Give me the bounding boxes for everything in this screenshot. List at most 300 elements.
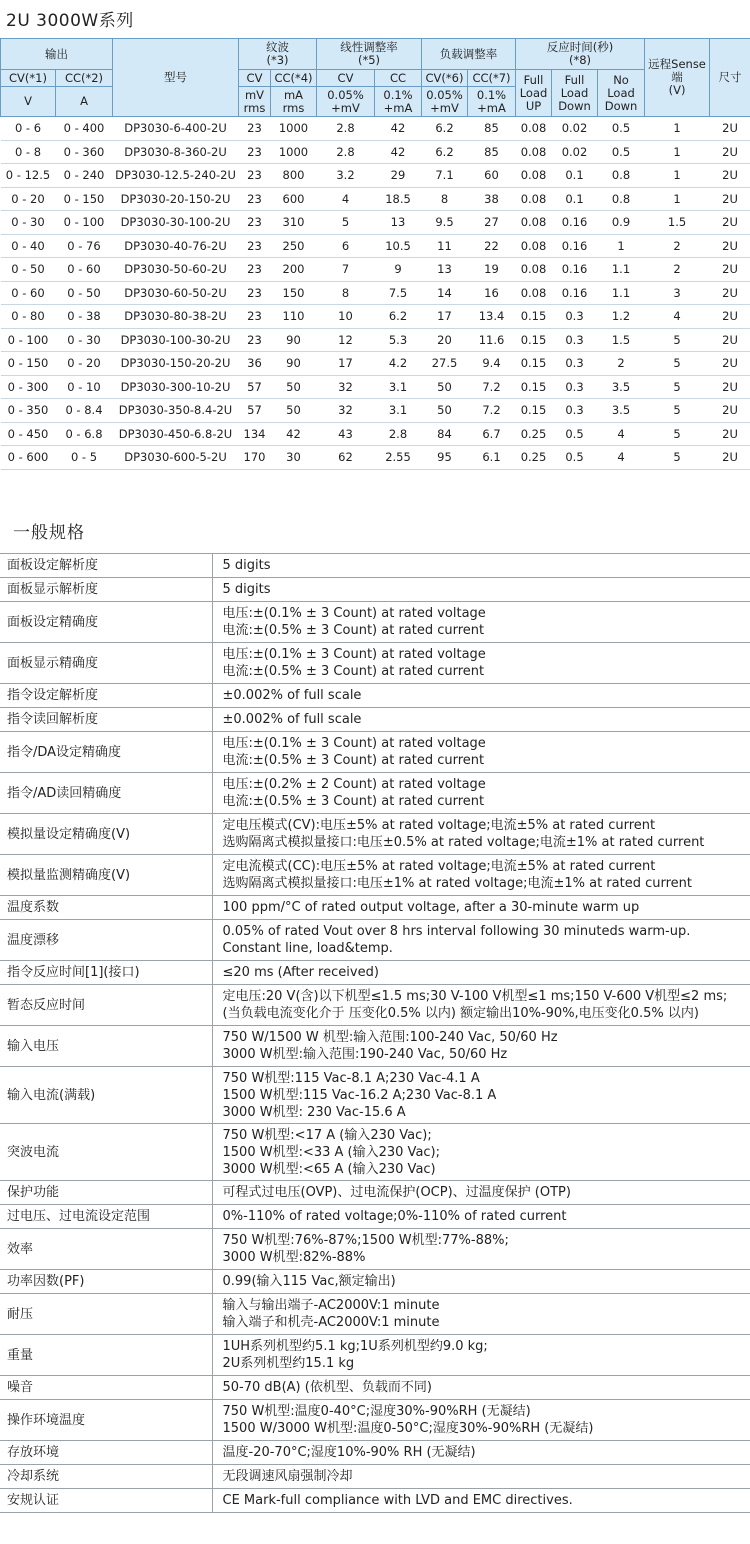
spec-value: 定电压:20 V(含)以下机型≤1.5 ms;30 V-100 V机型≤1 ms;150 V-600 V机型≤2 ms; (当负载电流变化介于 压变化0.5% 以内) 额定输出10%-90%,电压变化0.5% 以内) [212, 985, 750, 1026]
cell-full-load-up: 0.08 [516, 187, 552, 211]
header-line-cc: CC [375, 70, 422, 87]
cell-ripple-cc: 310 [271, 211, 317, 235]
cell-full-load-down: 0.3 [552, 352, 598, 376]
spec-key: 冷却系统 [0, 1465, 212, 1489]
cell-load-cv: 14 [422, 281, 468, 305]
cell-full-load-down: 0.16 [552, 234, 598, 258]
cell-cc-range: 0 - 60 [56, 258, 113, 282]
cell-load-cv: 50 [422, 375, 468, 399]
cell-no-load-down: 0.8 [598, 187, 645, 211]
cell-full-load-up: 0.15 [516, 399, 552, 423]
cell-full-load-down: 0.3 [552, 328, 598, 352]
header-load-regulation: 负载调整率 [422, 39, 516, 70]
cell-load-cc: 38 [468, 187, 516, 211]
cell-model: DP3030-150-20-2U [113, 352, 239, 376]
cell-model: DP3030-50-60-2U [113, 258, 239, 282]
header-model: 型号 [113, 39, 239, 117]
cell-load-cv: 8 [422, 187, 468, 211]
cell-cc-range: 0 - 20 [56, 352, 113, 376]
spec-value: 电压:±(0.1% ± 3 Count) at rated voltage 电流:±(0.5% ± 3 Count) at rated current [212, 732, 750, 773]
spec-table-body [0, 554, 750, 1513]
cell-ripple-cc: 90 [271, 328, 317, 352]
cell-full-load-up: 0.08 [516, 140, 552, 164]
cell-full-load-down: 0.1 [552, 164, 598, 188]
spec-key: 安规认证 [0, 1489, 212, 1513]
spec-row [0, 1489, 750, 1513]
spec-key: 面板显示精确度 [0, 643, 212, 684]
cell-size: 2U [710, 187, 750, 211]
spec-value: 输入与输出端子-AC2000V:1 minute 输入端子和机壳-AC2000V:1 minute [212, 1294, 750, 1335]
cell-cc-range: 0 - 100 [56, 211, 113, 235]
cell-no-load-down: 1.2 [598, 305, 645, 329]
spec-row [0, 1026, 750, 1067]
cell-ripple-cv: 23 [239, 187, 271, 211]
cell-cv-range: 0 - 150 [1, 352, 56, 376]
spec-row [0, 602, 750, 643]
cell-cv-range: 0 - 20 [1, 187, 56, 211]
cell-full-load-down: 0.5 [552, 422, 598, 446]
cell-no-load-down: 0.8 [598, 164, 645, 188]
cell-load-cc: 13.4 [468, 305, 516, 329]
cell-remote-sense: 5 [645, 422, 710, 446]
cell-ripple-cv: 23 [239, 258, 271, 282]
header-response-time: 反应时间(秒) (*8) [516, 39, 645, 70]
header-ripple: 纹波 (*3) [239, 39, 317, 70]
cell-cv-range: 0 - 350 [1, 399, 56, 423]
spec-row [0, 896, 750, 920]
header-load-cv-unit: 0.05% +mV [422, 87, 468, 117]
spec-value: 可程式过电压(OVP)、过电流保护(OCP)、过温度保护 (OTP) [212, 1181, 750, 1205]
spec-key: 功率因数(PF) [0, 1270, 212, 1294]
cell-line-cc: 29 [375, 164, 422, 188]
cell-line-cv: 2.8 [317, 140, 375, 164]
cell-no-load-down: 1 [598, 234, 645, 258]
cell-load-cv: 20 [422, 328, 468, 352]
header-line-regulation: 线性调整率 (*5) [317, 39, 422, 70]
cell-cv-range: 0 - 8 [1, 140, 56, 164]
table-row [1, 187, 750, 211]
cell-cc-range: 0 - 240 [56, 164, 113, 188]
spec-value: 定电流模式(CC):电压±5% at rated voltage;电流±5% at rated current 选购隔离式模拟量接口:电压±1% at rated voltage;电流±1% at rated current [212, 855, 750, 896]
cell-cv-range: 0 - 100 [1, 328, 56, 352]
table-row [1, 117, 750, 141]
cell-line-cv: 12 [317, 328, 375, 352]
spec-value: 电压:±(0.1% ± 3 Count) at rated voltage 电流:±(0.5% ± 3 Count) at rated current [212, 643, 750, 684]
header-ripple-cc-unit: mA rms [271, 87, 317, 117]
spec-row [0, 773, 750, 814]
cell-full-load-down: 0.3 [552, 375, 598, 399]
cell-size: 2U [710, 281, 750, 305]
table-row [1, 328, 750, 352]
spec-value: 750 W/1500 W 机型:输入范围:100-240 Vac, 50/60 Hz 3000 W机型:输入范围:190-240 Vac, 50/60 Hz [212, 1026, 750, 1067]
cell-no-load-down: 3.5 [598, 399, 645, 423]
spec-key: 效率 [0, 1229, 212, 1270]
cell-remote-sense: 1 [645, 140, 710, 164]
cell-no-load-down: 0.9 [598, 211, 645, 235]
header-line-cv-unit: 0.05% +mV [317, 87, 375, 117]
cell-full-load-up: 0.08 [516, 211, 552, 235]
cell-load-cv: 9.5 [422, 211, 468, 235]
table-row [1, 211, 750, 235]
cell-cc-range: 0 - 5 [56, 446, 113, 470]
cell-full-load-up: 0.08 [516, 234, 552, 258]
cell-ripple-cv: 36 [239, 352, 271, 376]
cell-ripple-cv: 57 [239, 375, 271, 399]
cell-line-cc: 2.8 [375, 422, 422, 446]
spec-key: 输入电流(满载) [0, 1067, 212, 1124]
cell-remote-sense: 2 [645, 258, 710, 282]
cell-cc-range: 0 - 76 [56, 234, 113, 258]
cell-no-load-down: 1.1 [598, 258, 645, 282]
header-size: 尺寸 [710, 39, 750, 117]
cell-load-cv: 27.5 [422, 352, 468, 376]
spec-key: 模拟量设定精确度(V) [0, 814, 212, 855]
spec-row [0, 961, 750, 985]
table-row [1, 305, 750, 329]
cell-ripple-cc: 800 [271, 164, 317, 188]
cell-line-cv: 7 [317, 258, 375, 282]
header-ripple-cc: CC(*4) [271, 70, 317, 87]
cell-cv-range: 0 - 80 [1, 305, 56, 329]
cell-load-cc: 6.7 [468, 422, 516, 446]
cell-full-load-down: 0.02 [552, 140, 598, 164]
header-full-load-up: Full Load UP [516, 70, 552, 117]
spec-key: 输入电压 [0, 1026, 212, 1067]
cell-ripple-cc: 50 [271, 399, 317, 423]
cell-ripple-cv: 23 [239, 140, 271, 164]
spec-value: 0.99(输入115 Vac,额定输出) [212, 1270, 750, 1294]
spec-row [0, 1205, 750, 1229]
spec-value: 750 W机型:温度0-40°C;湿度30%-90%RH (无凝结) 1500 W/3000 W机型:温度0-50°C;湿度30%-90%RH (无凝结) [212, 1400, 750, 1441]
cell-line-cc: 9 [375, 258, 422, 282]
table-row [1, 140, 750, 164]
spec-value: 750 W机型:115 Vac-8.1 A;230 Vac-4.1 A 1500 W机型:115 Vac-16.2 A;230 Vac-8.1 A 3000 W机型: 230 Vac-15.6 A [212, 1067, 750, 1124]
cell-full-load-up: 0.25 [516, 446, 552, 470]
cell-full-load-down: 0.02 [552, 117, 598, 141]
cell-remote-sense: 1 [645, 187, 710, 211]
page-title: 2U 3000W系列 [6, 11, 134, 31]
spec-key: 温度漂移 [0, 920, 212, 961]
spec-value: 0.05% of rated Vout over 8 hrs interval following 30 minuteds warm-up. Constant line, load&temp. [212, 920, 750, 961]
header-remote-sense: 远程Sense 端 (V) [645, 39, 710, 117]
spec-value: 电压:±(0.2% ± 2 Count) at rated voltage 电流:±(0.5% ± 3 Count) at rated current [212, 773, 750, 814]
cell-load-cv: 13 [422, 258, 468, 282]
spec-key: 模拟量监测精确度(V) [0, 855, 212, 896]
spec-table [0, 553, 750, 1513]
spec-row [0, 643, 750, 684]
cell-load-cv: 17 [422, 305, 468, 329]
cell-cc-range: 0 - 360 [56, 140, 113, 164]
cell-remote-sense: 5 [645, 399, 710, 423]
spec-title: 一般规格 [13, 523, 85, 543]
cell-load-cc: 27 [468, 211, 516, 235]
cell-cv-range: 0 - 450 [1, 422, 56, 446]
cell-cv-range: 0 - 60 [1, 281, 56, 305]
cell-ripple-cc: 150 [271, 281, 317, 305]
cell-full-load-down: 0.1 [552, 187, 598, 211]
spec-row [0, 1376, 750, 1400]
table-row [1, 422, 750, 446]
spec-row [0, 1270, 750, 1294]
cell-ripple-cc: 250 [271, 234, 317, 258]
cell-line-cv: 10 [317, 305, 375, 329]
cell-ripple-cv: 23 [239, 305, 271, 329]
cell-size: 2U [710, 258, 750, 282]
cell-full-load-up: 0.08 [516, 164, 552, 188]
header-load-cc: CC(*7) [468, 70, 516, 87]
cell-cv-range: 0 - 50 [1, 258, 56, 282]
cell-full-load-down: 0.16 [552, 258, 598, 282]
spec-value: 750 W机型:76%-87%;1500 W机型:77%-88%; 3000 W机型:82%-88% [212, 1229, 750, 1270]
cell-ripple-cv: 170 [239, 446, 271, 470]
cell-remote-sense: 1 [645, 164, 710, 188]
cell-line-cc: 3.1 [375, 399, 422, 423]
cell-remote-sense: 5 [645, 328, 710, 352]
cell-model: DP3030-350-8.4-2U [113, 399, 239, 423]
cell-line-cv: 62 [317, 446, 375, 470]
cell-cv-range: 0 - 300 [1, 375, 56, 399]
cell-line-cc: 7.5 [375, 281, 422, 305]
cell-line-cv: 2.8 [317, 117, 375, 141]
cell-line-cv: 32 [317, 399, 375, 423]
spec-row [0, 1441, 750, 1465]
cell-ripple-cv: 23 [239, 328, 271, 352]
cell-size: 2U [710, 164, 750, 188]
cell-size: 2U [710, 328, 750, 352]
cell-no-load-down: 3.5 [598, 375, 645, 399]
cell-cc-range: 0 - 38 [56, 305, 113, 329]
cell-line-cc: 6.2 [375, 305, 422, 329]
cell-remote-sense: 2 [645, 234, 710, 258]
cell-load-cc: 85 [468, 140, 516, 164]
cell-no-load-down: 2 [598, 352, 645, 376]
cell-remote-sense: 4 [645, 305, 710, 329]
header-cv: CV(*1) [1, 70, 56, 87]
cell-cv-range: 0 - 40 [1, 234, 56, 258]
spec-key: 暂态反应时间 [0, 985, 212, 1026]
spec-value: 750 W机型:<17 A (输入230 Vac); 1500 W机型:<33 A (输入230 Vac); 3000 W机型:<65 A (输入230 Vac) [212, 1124, 750, 1181]
cell-ripple-cv: 23 [239, 234, 271, 258]
cell-no-load-down: 1.5 [598, 328, 645, 352]
header-cc-unit: A [56, 87, 113, 117]
spec-key: 温度系数 [0, 896, 212, 920]
spec-row [0, 985, 750, 1026]
cell-model: DP3030-30-100-2U [113, 211, 239, 235]
spec-value: 定电压模式(CV):电压±5% at rated voltage;电流±5% at rated current 选购隔离式模拟量接口:电压±0.5% at rated voltage;电流±1% at rated current [212, 814, 750, 855]
cell-load-cv: 7.1 [422, 164, 468, 188]
cell-remote-sense: 3 [645, 281, 710, 305]
spec-key: 噪音 [0, 1376, 212, 1400]
cell-model: DP3030-450-6.8-2U [113, 422, 239, 446]
cell-ripple-cc: 200 [271, 258, 317, 282]
header-ripple-cv-unit: mV rms [239, 87, 271, 117]
table-row [1, 164, 750, 188]
header-line-cv: CV [317, 70, 375, 87]
spec-value: 100 ppm/°C of rated output voltage, after a 30-minute warm up [212, 896, 750, 920]
cell-no-load-down: 4 [598, 422, 645, 446]
cell-ripple-cc: 110 [271, 305, 317, 329]
cell-size: 2U [710, 446, 750, 470]
cell-line-cv: 4 [317, 187, 375, 211]
cell-cc-range: 0 - 6.8 [56, 422, 113, 446]
spec-value: ≤20 ms (After received) [212, 961, 750, 985]
cell-load-cc: 9.4 [468, 352, 516, 376]
cell-ripple-cv: 23 [239, 211, 271, 235]
header-line-cc-unit: 0.1% +mA [375, 87, 422, 117]
cell-full-load-up: 0.08 [516, 258, 552, 282]
cell-full-load-down: 0.16 [552, 211, 598, 235]
cell-full-load-up: 0.15 [516, 305, 552, 329]
table-row [1, 375, 750, 399]
cell-load-cv: 6.2 [422, 117, 468, 141]
cell-load-cv: 6.2 [422, 140, 468, 164]
header-cc: CC(*2) [56, 70, 113, 87]
cell-load-cv: 50 [422, 399, 468, 423]
cell-model: DP3030-12.5-240-2U [113, 164, 239, 188]
spec-key: 突波电流 [0, 1124, 212, 1181]
cell-cv-range: 0 - 30 [1, 211, 56, 235]
cell-line-cv: 43 [317, 422, 375, 446]
spec-value: 50-70 dB(A) (依机型、负载而不同) [212, 1376, 750, 1400]
cell-ripple-cc: 1000 [271, 140, 317, 164]
cell-ripple-cv: 23 [239, 117, 271, 141]
cell-load-cc: 85 [468, 117, 516, 141]
cell-cc-range: 0 - 10 [56, 375, 113, 399]
cell-load-cc: 11.6 [468, 328, 516, 352]
spec-row [0, 1229, 750, 1270]
cell-model: DP3030-60-50-2U [113, 281, 239, 305]
cell-size: 2U [710, 211, 750, 235]
table-row [1, 281, 750, 305]
cell-no-load-down: 1.1 [598, 281, 645, 305]
cell-remote-sense: 1 [645, 117, 710, 141]
cell-load-cc: 60 [468, 164, 516, 188]
cell-full-load-up: 0.15 [516, 328, 552, 352]
cell-line-cv: 17 [317, 352, 375, 376]
spec-row [0, 1335, 750, 1376]
spec-value: 0%-110% of rated voltage;0%-110% of rated current [212, 1205, 750, 1229]
spec-value: CE Mark-full compliance with LVD and EMC directives. [212, 1489, 750, 1513]
spec-key: 指令读回解析度 [0, 708, 212, 732]
cell-line-cc: 13 [375, 211, 422, 235]
cell-no-load-down: 0.5 [598, 117, 645, 141]
spec-value: 1UH系列机型约5.1 kg;1U系列机型约9.0 kg; 2U系列机型约15.1 kg [212, 1335, 750, 1376]
spec-row [0, 1067, 750, 1124]
spec-row [0, 1294, 750, 1335]
cell-remote-sense: 5 [645, 375, 710, 399]
header-no-load-down: No Load Down [598, 70, 645, 117]
cell-size: 2U [710, 399, 750, 423]
table-row [1, 352, 750, 376]
cell-model: DP3030-40-76-2U [113, 234, 239, 258]
cell-cc-range: 0 - 400 [56, 117, 113, 141]
cell-model: DP3030-100-30-2U [113, 328, 239, 352]
cell-model: DP3030-20-150-2U [113, 187, 239, 211]
spec-row [0, 708, 750, 732]
cell-cv-range: 0 - 600 [1, 446, 56, 470]
spec-key: 指令反应时间[1](接口) [0, 961, 212, 985]
cell-cc-range: 0 - 150 [56, 187, 113, 211]
spec-key: 指令/AD读回精确度 [0, 773, 212, 814]
cell-size: 2U [710, 305, 750, 329]
cell-cc-range: 0 - 8.4 [56, 399, 113, 423]
spec-value: 温度-20-70°C;湿度10%-90% RH (无凝结) [212, 1441, 750, 1465]
header-output: 输出 [1, 39, 113, 70]
cell-line-cv: 3.2 [317, 164, 375, 188]
spec-value: 5 digits [212, 578, 750, 602]
table-row [1, 446, 750, 470]
cell-full-load-up: 0.15 [516, 375, 552, 399]
spec-row [0, 1181, 750, 1205]
cell-load-cc: 16 [468, 281, 516, 305]
cell-ripple-cv: 23 [239, 281, 271, 305]
cell-model: DP3030-300-10-2U [113, 375, 239, 399]
cell-remote-sense: 5 [645, 446, 710, 470]
model-table-body [1, 117, 750, 470]
table-row [1, 234, 750, 258]
cell-model: DP3030-8-360-2U [113, 140, 239, 164]
header-load-cc-unit: 0.1% +mA [468, 87, 516, 117]
cell-no-load-down: 0.5 [598, 140, 645, 164]
cell-load-cc: 7.2 [468, 399, 516, 423]
cell-line-cc: 3.1 [375, 375, 422, 399]
cell-line-cc: 42 [375, 117, 422, 141]
spec-key: 操作环境温度 [0, 1400, 212, 1441]
spec-key: 重量 [0, 1335, 212, 1376]
cell-line-cc: 42 [375, 140, 422, 164]
spec-row [0, 578, 750, 602]
cell-size: 2U [710, 422, 750, 446]
spec-value: 电压:±(0.1% ± 3 Count) at rated voltage 电流:±(0.5% ± 3 Count) at rated current [212, 602, 750, 643]
cell-ripple-cc: 1000 [271, 117, 317, 141]
cell-ripple-cc: 30 [271, 446, 317, 470]
cell-ripple-cc: 90 [271, 352, 317, 376]
cell-load-cc: 22 [468, 234, 516, 258]
header-cv-unit: V [1, 87, 56, 117]
cell-line-cv: 8 [317, 281, 375, 305]
spec-value: 5 digits [212, 554, 750, 578]
spec-value: 无段调速风扇强制冷却 [212, 1465, 750, 1489]
cell-cc-range: 0 - 50 [56, 281, 113, 305]
header-ripple-cv: CV [239, 70, 271, 87]
spec-key: 指令设定解析度 [0, 684, 212, 708]
cell-line-cc: 18.5 [375, 187, 422, 211]
cell-remote-sense: 1.5 [645, 211, 710, 235]
cell-ripple-cv: 23 [239, 164, 271, 188]
spec-value: ±0.002% of full scale [212, 708, 750, 732]
spec-row [0, 1400, 750, 1441]
spec-key: 面板设定精确度 [0, 602, 212, 643]
spec-row [0, 732, 750, 773]
spec-row [0, 684, 750, 708]
spec-value: ±0.002% of full scale [212, 684, 750, 708]
spec-key: 耐压 [0, 1294, 212, 1335]
spec-row [0, 920, 750, 961]
cell-size: 2U [710, 140, 750, 164]
cell-full-load-up: 0.08 [516, 281, 552, 305]
spec-key: 过电压、过电流设定范围 [0, 1205, 212, 1229]
spec-key: 保护功能 [0, 1181, 212, 1205]
cell-load-cc: 6.1 [468, 446, 516, 470]
spec-row [0, 1124, 750, 1181]
table-row [1, 258, 750, 282]
cell-cv-range: 0 - 12.5 [1, 164, 56, 188]
spec-row [0, 814, 750, 855]
cell-ripple-cv: 57 [239, 399, 271, 423]
cell-full-load-down: 0.3 [552, 399, 598, 423]
cell-ripple-cv: 134 [239, 422, 271, 446]
header-load-cv: CV(*6) [422, 70, 468, 87]
